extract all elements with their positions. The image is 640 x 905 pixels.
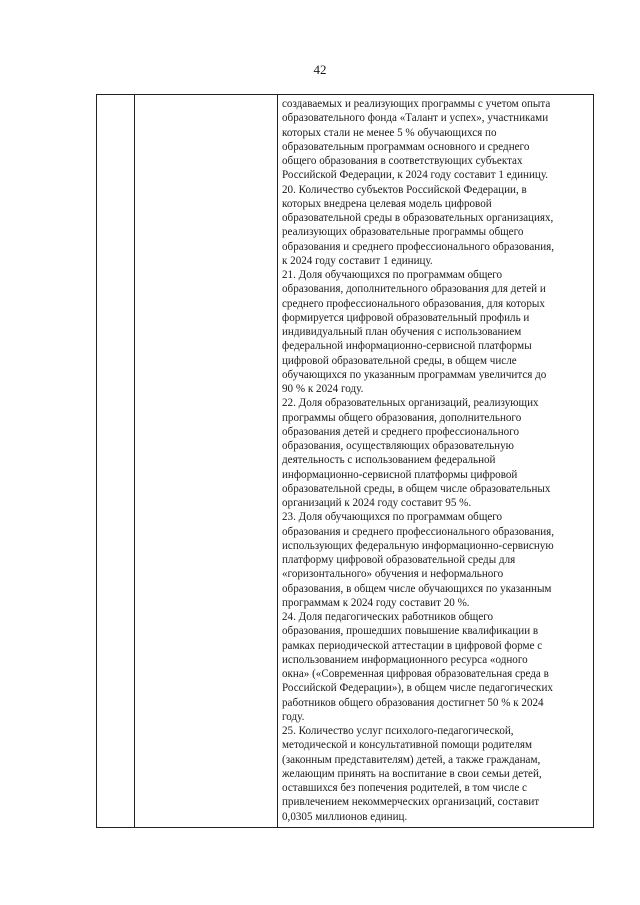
text-line: 0,0305 миллионов единиц. [282,810,408,823]
text-line: деятельность с использованием федеральной [282,454,496,467]
text-line: к 2024 году составит 1 единицу. [282,254,433,267]
table-column-divider-1 [134,95,135,827]
text-line: 20. Количество субъектов Российской Федерации, в [282,183,527,196]
text-line: программы общего образования, дополнительного [282,411,522,424]
text-line: создаваемых и реализующих программы с учетом опыта [282,98,551,110]
text-line: образования, в общем числе обучающихся по указанным [282,582,552,595]
table-cell-text [282,97,592,824]
table-frame [96,94,594,828]
text-line: году. [282,710,305,723]
text-line: образования детей и среднего профессионального [282,425,520,438]
text-line: окна» («Современная цифровая образовательная среда в [282,668,549,680]
text-line: привлечением некоммерческих организаций, составит [282,796,540,809]
text-line: образования, дополнительного образования для детей и [282,283,546,296]
text-line: использующих федеральную информационно-сервисную [282,539,554,552]
text-line: методической и консультативной помощи родителям [282,739,532,752]
text-line: 23. Доля обучающихся по программам общего [282,511,503,524]
text-line: 21. Доля обучающихся по программам общего [282,269,503,281]
table-column-divider-2 [277,95,278,827]
text-line: реализующих образовательные программы общего [282,226,524,239]
text-line: организаций к 2024 году составит 95 %. [282,497,472,509]
text-line: использованием информационного ресурса «одного [282,653,528,666]
text-line: Российской Федерации»), в общем числе педагогических [282,682,553,695]
text-line: федеральной информационно-сервисной платформы [282,340,532,353]
text-line: информационно-сервисной платформы цифровой [282,468,518,481]
text-line: платформу цифровой образовательной среды для [282,554,516,566]
text-line: среднего профессионального образования, для которых [282,297,545,310]
text-line: программам к 2024 году составит 20 %. [282,596,470,609]
text-line: образования, прошедших повышение квалификации в [282,625,539,638]
text-line: Российской Федерации, к 2024 году составит 1 единицу. [282,169,549,182]
text-line: оставшихся без попечения родителей, в том числе с [282,782,527,794]
text-line: образовательной среды в образовательных организациях, [282,212,554,224]
text-line: рамках периодической аттестации в цифровой форме с [282,639,543,652]
text-line: которых стали не менее 5 % обучающихся по [282,126,497,139]
text-line: формируется цифровой образовательный профиль и [282,311,530,324]
text-line: образования, осуществляющих образовательную [282,440,514,452]
text-line: образовательного фонда «Талант и успех», участниками [282,112,549,125]
text-line: обучающихся по указанным программам увеличится до [282,368,547,381]
text-line: образовательным программам основного и среднего [282,140,530,153]
text-line: индивидуальный план обучения с использованием [282,326,522,338]
text-line: образования и среднего профессионального образования, [282,525,555,538]
text-line: «горизонтального» обучения и неформального [282,568,504,581]
page-number: 42 [313,62,327,77]
text-line: 90 % к 2024 году. [282,383,364,395]
text-line: работников общего образования достигнет 50 % к 2024 [282,696,544,709]
text-line: образования и среднего профессионального образования, [282,240,555,253]
text-line: цифровой образовательной среды, в общем числе [282,354,517,367]
text-line: 25. Количество услуг психолого-педагогической, [282,725,514,737]
text-line: желающим принять на воспитание в свои семьи детей, [282,767,542,780]
text-line: (законным представителям) детей, а также гражданам, [282,753,541,766]
text-line: которых внедрена целевая модель цифровой [282,197,492,210]
text-line: образовательной среды, в общем числе образовательных [282,482,551,495]
text-line: общего образования в соответствующих субъектах [282,155,523,167]
text-line: 22. Доля образовательных организаций, реализующих [282,397,539,410]
text-line: 24. Доля педагогических работников общего [282,611,494,623]
